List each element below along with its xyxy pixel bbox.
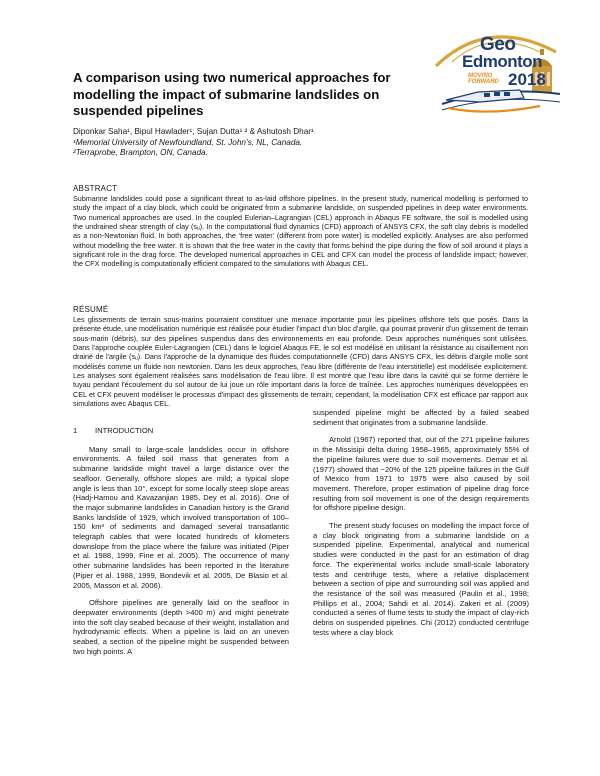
abstract-heading: ABSTRACT: [73, 184, 118, 193]
logo-tagline-2: FORWARD: [468, 79, 499, 85]
logo-word-edmonton: Edmonton: [462, 52, 543, 71]
paper-title: A comparison using two numerical approaches for modelling the impact of submarine landslides on suspended pipelines: [73, 70, 391, 118]
author-list: Diponkar Saha¹, Bipul Hawlader¹, Sujan Dutta¹ ² & Ashutosh Dhar¹: [73, 127, 314, 136]
author-block: [73, 127, 493, 159]
intro-paragraph-1: Many small to large-scale landslides occur in offshore environments. A failed soil mass that generates from a submarine landslide might travel a large distance over the seafloor. Generally, offshore slopes are mild; a typical slope angle is less than 10°, except for some locally steep slope areas (Hadj-Hamou and Kavazanjian 1985, Dey et al. 2016). One of the major submarine landslides in Canadian history is the Grand Banks landslide of 1929, which involved transportation of 100–150 km³ of sediments and damaged several transatlantic telegraph cables that were located hundreds of kilometers downslope from the place where the failure was initiated (Piper et al. 1988, 1999, Fine et al. 2005). The occurrence of many other submarine landslides has been reported in the literature (Piper et al. 1988, 1999, Bondevik et al. 2005, De Blasio et al. 2005, Masson et al. 2006).: [73, 444, 289, 590]
left-column: [73, 426, 289, 656]
section-number: 1: [73, 426, 78, 435]
logo-tagline-1: MOVING: [468, 73, 493, 79]
section-title: INTRODUCTION: [95, 426, 154, 435]
logo-word-geo: Geo: [480, 34, 516, 55]
introduction-heading: [73, 426, 289, 436]
intro-paragraph-2-cont: suspended pipeline might be affected by a failed seabed sediment that originates from a submarine landslide.: [313, 408, 529, 427]
abstract-text: Submarine landslides could pose a significant threat to as-laid offshore pipelines. In the present study, numerical modelling is performed to study the impact of a clay block, which could be originated from a submarine landslide, on suspended pipelines in deep water environments. Two numerical approaches are used. In the coupled Eulerian–Lagrangian (CEL) approach in Abaqus FE software, the soil is modelled using the undrained shear strength of clay (sᵤ). In the computational fluid dynamics (CFD) approach of ANSYS CFX, the soft clay debris is modelled as a non-Newtonian fluid. In both approaches, the ‘free water’ (different from pore water) is modelled explicitly. Analyses are also performed without modelling the free water. It is shown that the free water in the cavity that forms behind the pipe during the flow of soil around it plays a significant role in the drag force. The developed numerical approaches in CEL and CFX can model the process of landslide impact; however, the CFX modelling is computationally efficient compared to the simulations with Abaqus CEL.: [73, 194, 528, 269]
intro-paragraph-4: The present study focuses on modelling the impact force of a clay block originating from a submarine landslide on a suspended pipeline. Experimental, analytical and numerical studies were conducted in the past for an estimation of drag force. The experimental works include small-scale laboratory tests and centrifuge tests, where a relative displacement between a section of pipe and surrounding soil was applied and the resistance of the soil was measured (Paulin et al., 1998; Phillips et al., 2004; Sahdi et al. 2014). Zakeri et al. (2009) conducted a series of flume tests to study the impact of clay-rich debris on suspended pipelines. Chi (2012) conducted centrifuge tests where a clay block: [313, 521, 529, 637]
affiliation-2: ²Terraprobe, Brampton, ON, Canada.: [73, 148, 208, 158]
geoedmonton-logo: [428, 22, 566, 122]
resume-heading: RÉSUMÉ: [73, 305, 109, 314]
intro-paragraph-2: Offshore pipelines are generally laid on the seafloor in deepwater environments (depth >400 m) and might penetrate into the soft clay seabed because of their weight, installation and hydrodynamic effects. When a pipeline is laid on an uneven seabed, a section of the pipeline might be suspended between two high points. A: [73, 598, 289, 656]
affiliation-1: ¹Memorial University of Newfoundland, St. John’s, NL, Canada.: [73, 137, 303, 147]
logo-year: 2018: [508, 70, 546, 89]
logo-tagline: [468, 73, 499, 85]
intro-paragraph-3: Arnold (1967) reported that, out of the 271 pipeline failures in the Missisipi delta during 1958–1965, approximately 55% of the pipeline failures were due to soil movements. Demar et al. (1977) showed that ~20% of the 125 pipeline failures in the Gulf of Mexico from 1971 to 1975 were also caused by soil movement. Therefore, proper estimation of pipeline drag force resulting from soil movement is one of the design requirements for offshore pipeline design.: [313, 435, 529, 513]
right-column: [313, 408, 529, 637]
resume-text: Les glissements de terrain sous-marins pourraient constituer une menace importante pour les pipelines offshore tels que posés. Dans la présente étude, une modélisation numérique est réalisée pour étudier l'impact d'un bloc d'argile, qui pourrait provenir d'un glissement de terrain sous-marin (débris), sur des pipelines suspendus dans des environnements en eau profonde. Deux approches numériques sont utilisées. Dans l'approche couplée Euler-Lagrangien (CEL) dans le logiciel Abaqus FE, le sol est modélisé en utilisant la résistance au cisaillement non drainé de l'argile (sᵤ). Dans l'approche de la dynamique des fluides computationnelle (CFD) dans ANSYS CFX, les débris d'argile molle sont modélisés comme un fluide non newtonien. Dans les deux approches, l'eau libre (différente de l'eau interstitielle) est modélisée explicitement. Les analyses sont également réalisées sans modélisation de l'eau libre. Il est montré que l'eau libre dans la cavité qui se forme derrière le tuyau pendant l'écoulement du sol autour de lui joue un rôle important dans la force de traînée. Les approches numériques développées en CEL et CFX peuvent modéliser le processus d'impact des glissements de terrain; cependant, la modélisation CFX est efficace par rapport aux simulations avec Abaqus CEL.: [73, 315, 528, 409]
